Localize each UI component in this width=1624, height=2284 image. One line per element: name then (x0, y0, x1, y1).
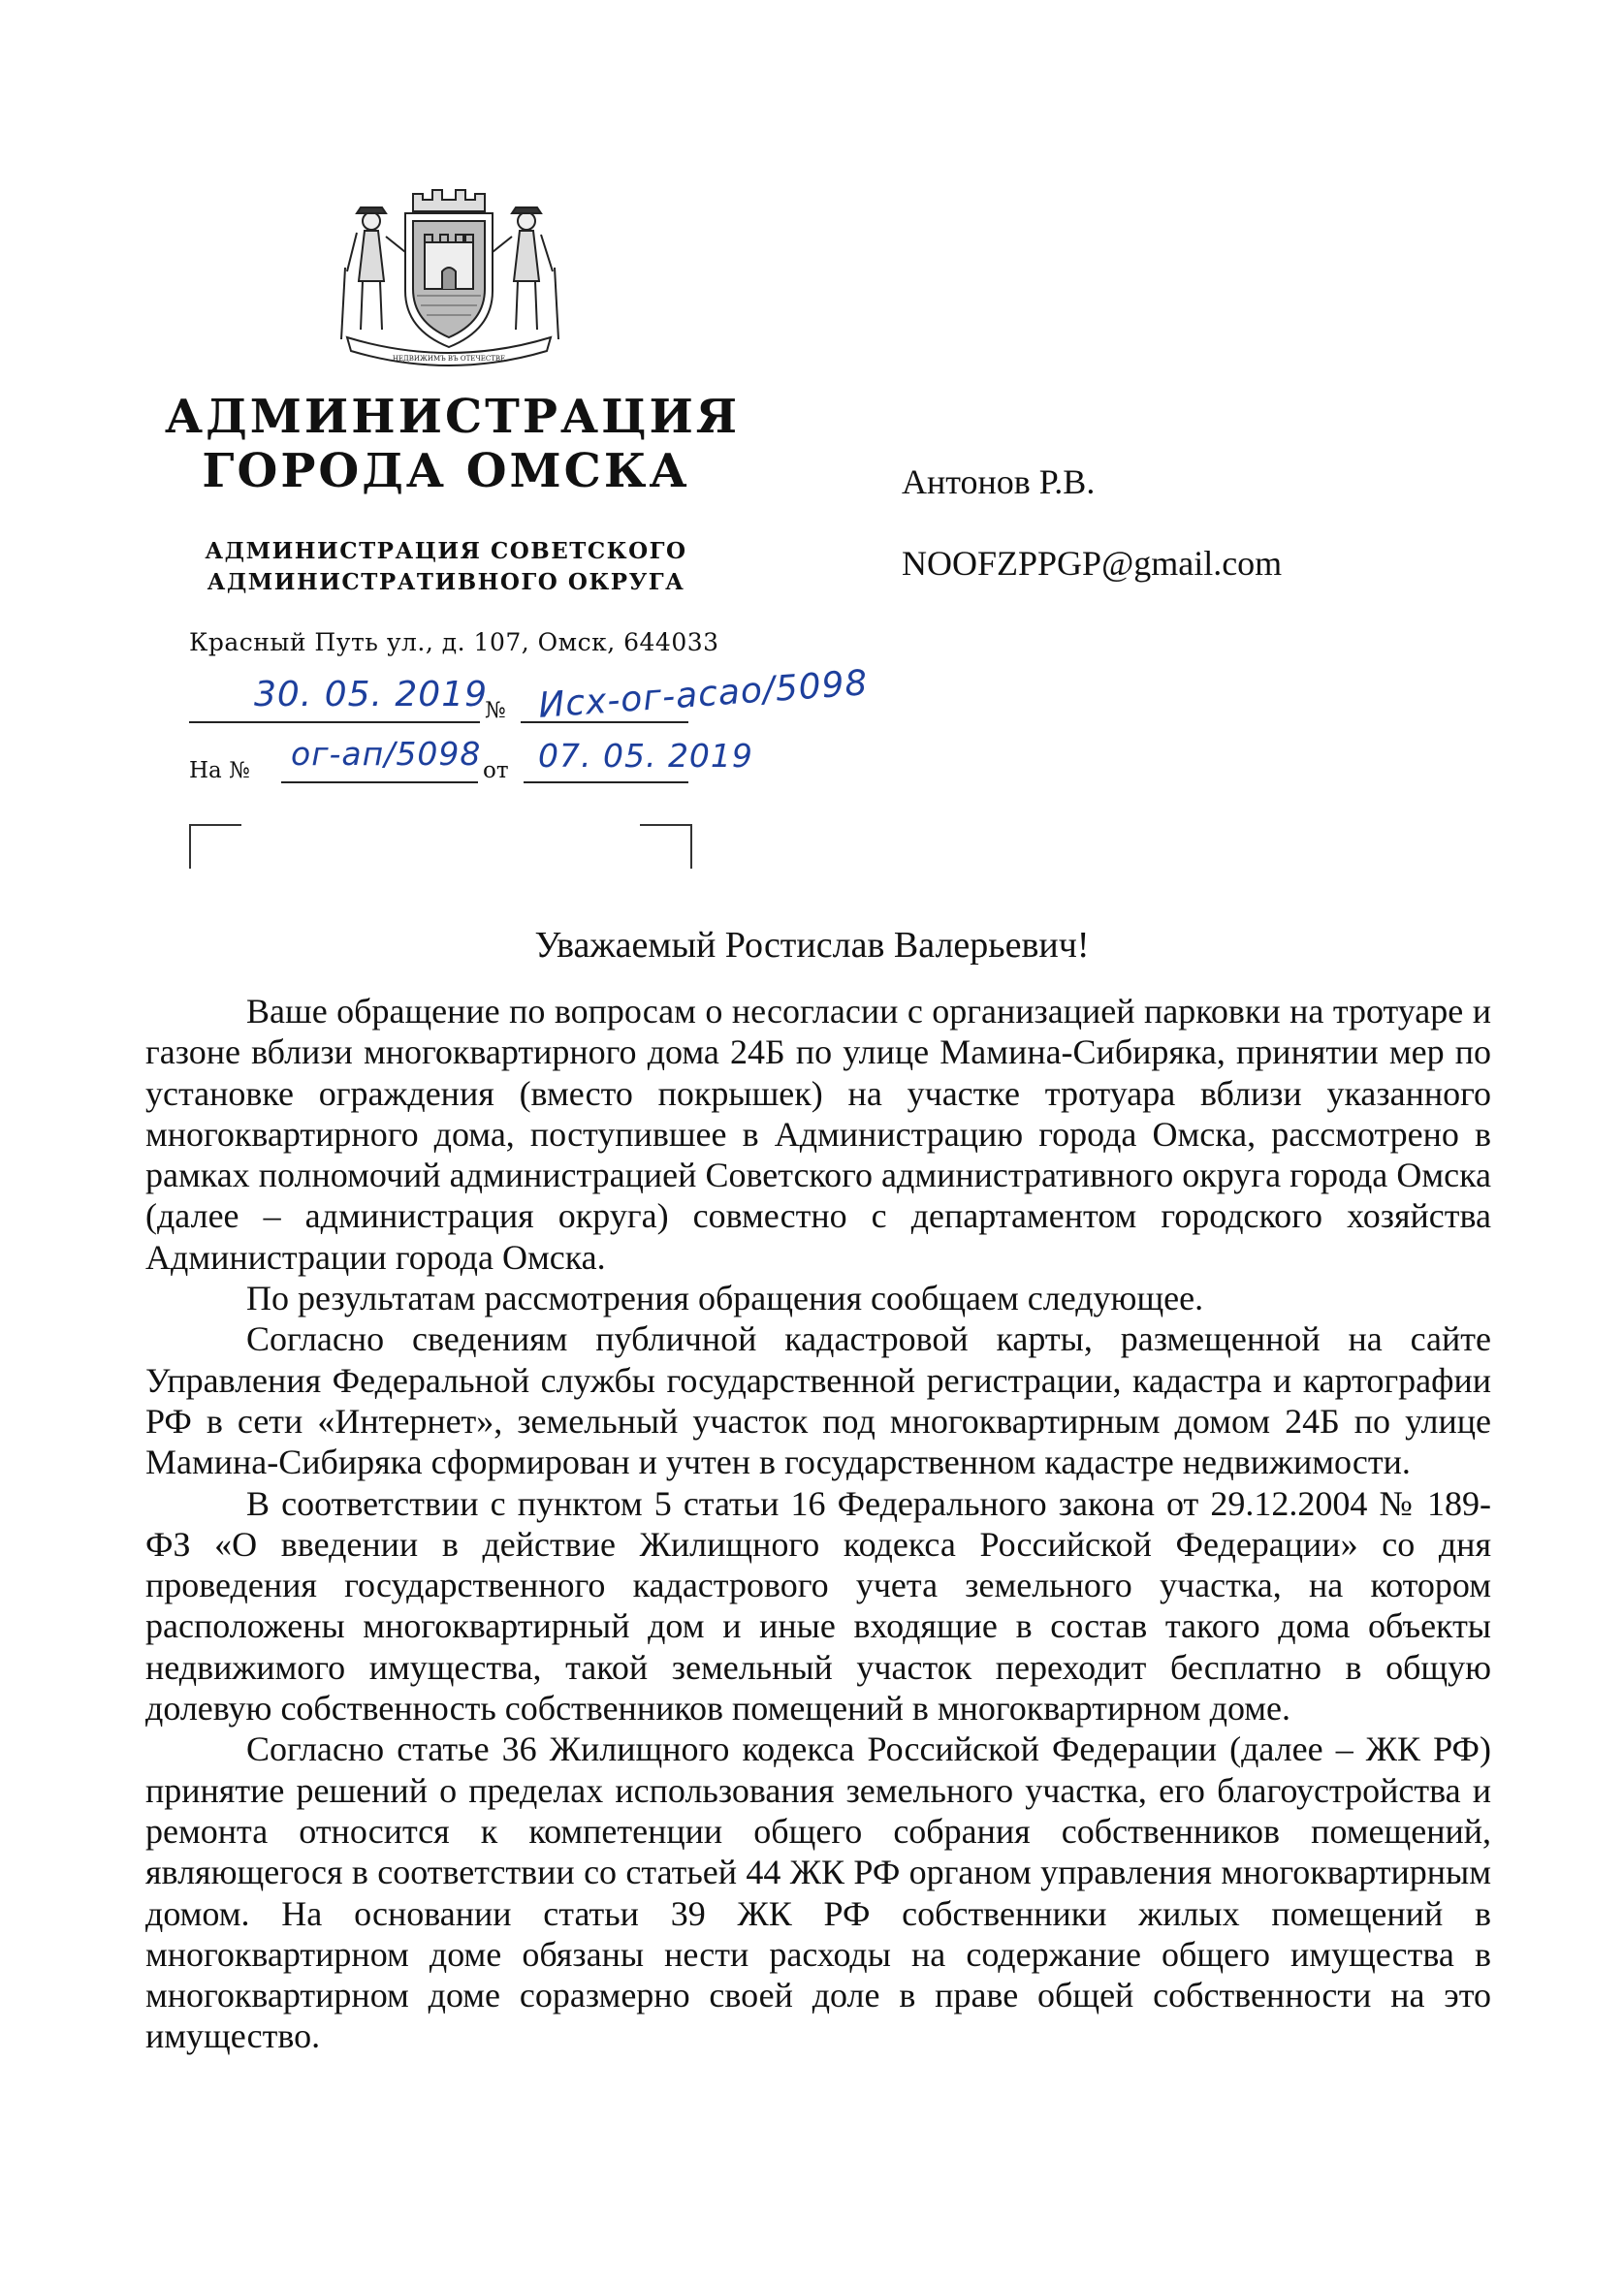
reg-number: Исх-ог-асао/5098 (536, 663, 870, 726)
body-paragraph: Ваше обращение по вопросам о несогласии с организацией парковки на тротуаре и газоне вблизи многоквартирного дома 24Б по улице Мамина-Сибиряка, принятии мер по установке ограждения (вместо покрышек) на участке тротуара вблизи указанного многоквартирного дома, поступившее в Администрацию города Омска, рассмотрено в рамках полномочий администрацией Советского административного округа города Омска (далее – администрация округа) совместно с департаментом городского хозяйства Администрации города Омска. (145, 992, 1491, 1277)
body-paragraph: В соответствии с пунктом 5 статьи 16 Федерального закона от 29.12.2004 № 189-ФЗ «О введении в действие Жилищного кодекса Российской Федерации» со дня проведения государственного кадастрового учета земельного участка, на котором расположены многоквартирный дом и иные входящие в состав такого дома объекты недвижимого имущества, такой земельный участок переходит бесплатно в общую долевую собственность собственников помещений в многоквартирном доме. (145, 1483, 1491, 1729)
recipient-email: NOOFZPPGP@gmail.com (902, 544, 1283, 583)
body-paragraph: По результатам рассмотрения обращения сообщаем следующее. (246, 1279, 1204, 1318)
omsk-coat-of-arms-icon (328, 174, 570, 368)
org-address: Красный Путь ул., д. 107, Омск, 644033 (189, 628, 719, 656)
ref-number: ог-ап/5098 (291, 735, 482, 773)
letter-body (145, 991, 1491, 2057)
body-paragraph: Согласно сведениям публичной кадастровой карты, размещенной на сайте Управления Федеральной службы государственной регистрации, кадастра и картографии РФ в сети «Интернет», земельный участок под многоквартирным домом 24Б по улице Мамина-Сибиряка сформирован и учтен в государственном кадастре недвижимости. (145, 1319, 1491, 1482)
org-title-line1: АДМИНИСТРАЦИЯ (165, 390, 741, 444)
address-corner-right (640, 824, 692, 869)
address-corner-left (189, 824, 241, 869)
body-paragraph: Согласно статье 36 Жилищного кодекса Российской Федерации (далее – ЖК РФ) принятие решений о пределах использования земельного участка, его благоустройства и ремонта относится к компетенции общего собрания собственников помещений, являющегося в соответствии со статьей 44 ЖК РФ органом управления многоквартирным домом. На основании статьи 39 ЖК РФ собственники жилых помещений в многоквартирном доме обязаны нести расходы на содержание общего имущества в многоквартирном доме соразмерно своей доле в праве общей собственности на это имущество. (145, 1729, 1491, 2056)
ref-prefix: На № (189, 758, 250, 783)
ref-date-line (524, 781, 688, 783)
ref-number-line (281, 781, 478, 783)
sub-org-line1: АДМИНИСТРАЦИЯ СОВЕТСКОГО (205, 538, 687, 564)
greeting: Уважаемый Ростислав Валерьевич! (534, 925, 1090, 966)
reg-number-line (521, 721, 688, 723)
reg-date: 30. 05. 2019 (254, 675, 489, 714)
org-title-line2: ГОРОДА ОМСКА (202, 444, 690, 498)
reg-date-line (189, 721, 480, 723)
recipient-name: Антонов Р.В. (902, 462, 1096, 501)
ref-date: 07. 05. 2019 (538, 737, 753, 775)
ref-from: от (483, 758, 509, 783)
coat-motto: НЕДВИЖИМЪ ВЪ ОТЕЧЕСТВЕ (392, 355, 506, 363)
number-sign: № (485, 698, 506, 723)
sub-org-line2: АДМИНИСТРАТИВНОГО ОКРУГА (207, 569, 685, 595)
